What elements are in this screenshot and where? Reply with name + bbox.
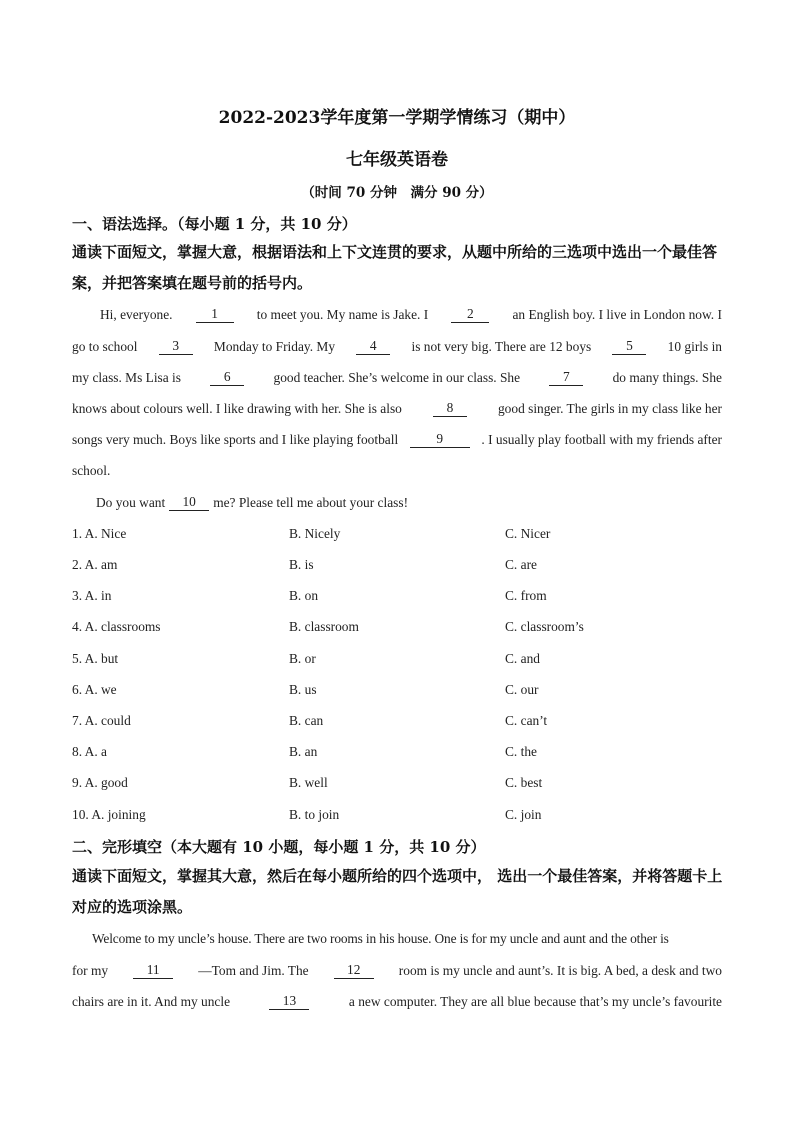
- passage-text: is not very big. There are 12 boys: [411, 339, 592, 354]
- option-a[interactable]: 9. A. good: [72, 775, 128, 790]
- section1-instruction: 通读下面短文，掌握大意，根据语法和上下文连贯的要求，从题中所给的三选项中选出一个最佳答案，并把答案填在题号前的括号内。: [72, 243, 718, 292]
- option-a[interactable]: 1. A. Nice: [72, 526, 127, 541]
- passage2-line: [72, 963, 722, 979]
- option-b[interactable]: B. classroom: [289, 619, 359, 634]
- option-b[interactable]: B. or: [289, 651, 316, 666]
- passage-text: Do you want: [96, 495, 166, 510]
- option-a[interactable]: 3. A. in: [72, 588, 112, 603]
- passage1-line: [72, 370, 722, 386]
- section2-heading: 二、完形填空（本大题有 10 小题，每小题 1 分，共 10 分）: [72, 838, 486, 856]
- passage-text: me? Please tell me about your class!: [213, 495, 409, 510]
- passage-text: Welcome to my uncle’s house. There are two rooms in his house. One is for my uncle and aunt and the other is: [92, 931, 669, 946]
- option-c[interactable]: C. are: [505, 557, 537, 572]
- passage-text: Monday to Friday. My: [213, 339, 336, 354]
- option-b[interactable]: B. can: [289, 713, 324, 728]
- option-c[interactable]: C. join: [505, 807, 542, 822]
- option-c[interactable]: C. Nicer: [505, 526, 551, 541]
- passage-text: an English boy. I live in London now. I: [512, 307, 722, 322]
- passage1-line: [72, 495, 722, 511]
- blank-7: 7: [549, 370, 583, 386]
- passage1-line: [72, 339, 722, 355]
- option-a[interactable]: 8. A. a: [72, 744, 107, 759]
- blank-8: 8: [433, 401, 467, 417]
- option-c[interactable]: C. from: [505, 588, 547, 603]
- option-b[interactable]: B. Nicely: [289, 526, 341, 541]
- passage-text: songs very much. Boys like sports and I like playing football: [72, 432, 399, 447]
- passage-text: good teacher. She’s welcome in our class. She: [273, 370, 521, 385]
- passage1-line: [72, 307, 722, 323]
- blank-6: 6: [210, 370, 244, 386]
- option-a[interactable]: 5. A. but: [72, 651, 119, 666]
- option-c[interactable]: C. our: [505, 682, 539, 697]
- blank-4: 4: [356, 339, 390, 355]
- option-a[interactable]: 4. A. classrooms: [72, 619, 161, 634]
- option-b[interactable]: B. on: [289, 588, 319, 603]
- blank-2: 2: [451, 307, 489, 323]
- passage-text: Hi, everyone.: [100, 307, 173, 322]
- blank-1: 1: [196, 307, 234, 323]
- passage-text: 10 girls in: [667, 339, 722, 354]
- option-c[interactable]: C. the: [505, 744, 537, 759]
- passage2-line: [72, 931, 722, 947]
- passage1-line: [72, 463, 722, 479]
- passage-text: to meet you. My name is Jake. I: [256, 307, 429, 322]
- passage-text: —Tom and Jim. The: [198, 963, 309, 978]
- blank-9: 9: [410, 432, 470, 448]
- passage-text: knows about colours well. I like drawing with her. She is also: [72, 401, 402, 416]
- exam-title: 2022-2023学年度第一学期学情练习（期中）: [218, 108, 576, 128]
- passage-text: a new computer. They are all blue because that’s my uncle’s favourite: [348, 994, 722, 1009]
- blank-11: 11: [133, 963, 173, 979]
- option-c[interactable]: C. best: [505, 775, 543, 790]
- passage-text: go to school: [72, 339, 138, 354]
- blank-13: 13: [269, 994, 309, 1010]
- passage1-line: [72, 432, 722, 448]
- option-a[interactable]: 6. A. we: [72, 682, 117, 697]
- blank-3: 3: [159, 339, 193, 355]
- option-b[interactable]: B. us: [289, 682, 317, 697]
- option-c[interactable]: C. classroom’s: [505, 619, 584, 634]
- option-b[interactable]: B. to join: [289, 807, 340, 822]
- blank-10: 10: [169, 495, 209, 511]
- passage2-line: [72, 994, 722, 1010]
- option-a[interactable]: 10. A. joining: [72, 807, 146, 822]
- passage-text: chairs are in it. And my uncle: [72, 994, 231, 1009]
- passage-text: for my: [72, 963, 109, 978]
- passage-text: . I usually play football with my friends after: [481, 432, 722, 447]
- passage-text: school.: [72, 463, 111, 478]
- option-b[interactable]: B. an: [289, 744, 318, 759]
- passage1-line: [72, 401, 722, 417]
- section2-instruction: 通读下面短文，掌握其大意，然后在每小题所给的四个选项中， 选出一个最佳答案，并将答题卡上对应的选项涂黑。: [72, 867, 723, 916]
- option-a[interactable]: 7. A. could: [72, 713, 131, 728]
- option-c[interactable]: C. and: [505, 651, 540, 666]
- passage-text: good singer. The girls in my class like her: [497, 401, 722, 416]
- passage-text: my class. Ms Lisa is: [72, 370, 181, 385]
- option-b[interactable]: B. is: [289, 557, 314, 572]
- exam-subtitle: 七年级英语卷: [346, 150, 448, 170]
- blank-12: 12: [334, 963, 374, 979]
- passage-text: room is my uncle and aunt’s. It is big. A bed, a desk and two: [398, 963, 722, 978]
- section1-heading: 一、语法选择。（每小题 1 分，共 10 分）: [72, 215, 357, 233]
- passage-text: do many things. She: [612, 370, 722, 385]
- blank-5: 5: [612, 339, 646, 355]
- time-info: （时间 70 分钟 满分 90 分）: [301, 185, 493, 201]
- option-c[interactable]: C. can’t: [505, 713, 548, 728]
- option-b[interactable]: B. well: [289, 775, 328, 790]
- option-a[interactable]: 2. A. am: [72, 557, 118, 572]
